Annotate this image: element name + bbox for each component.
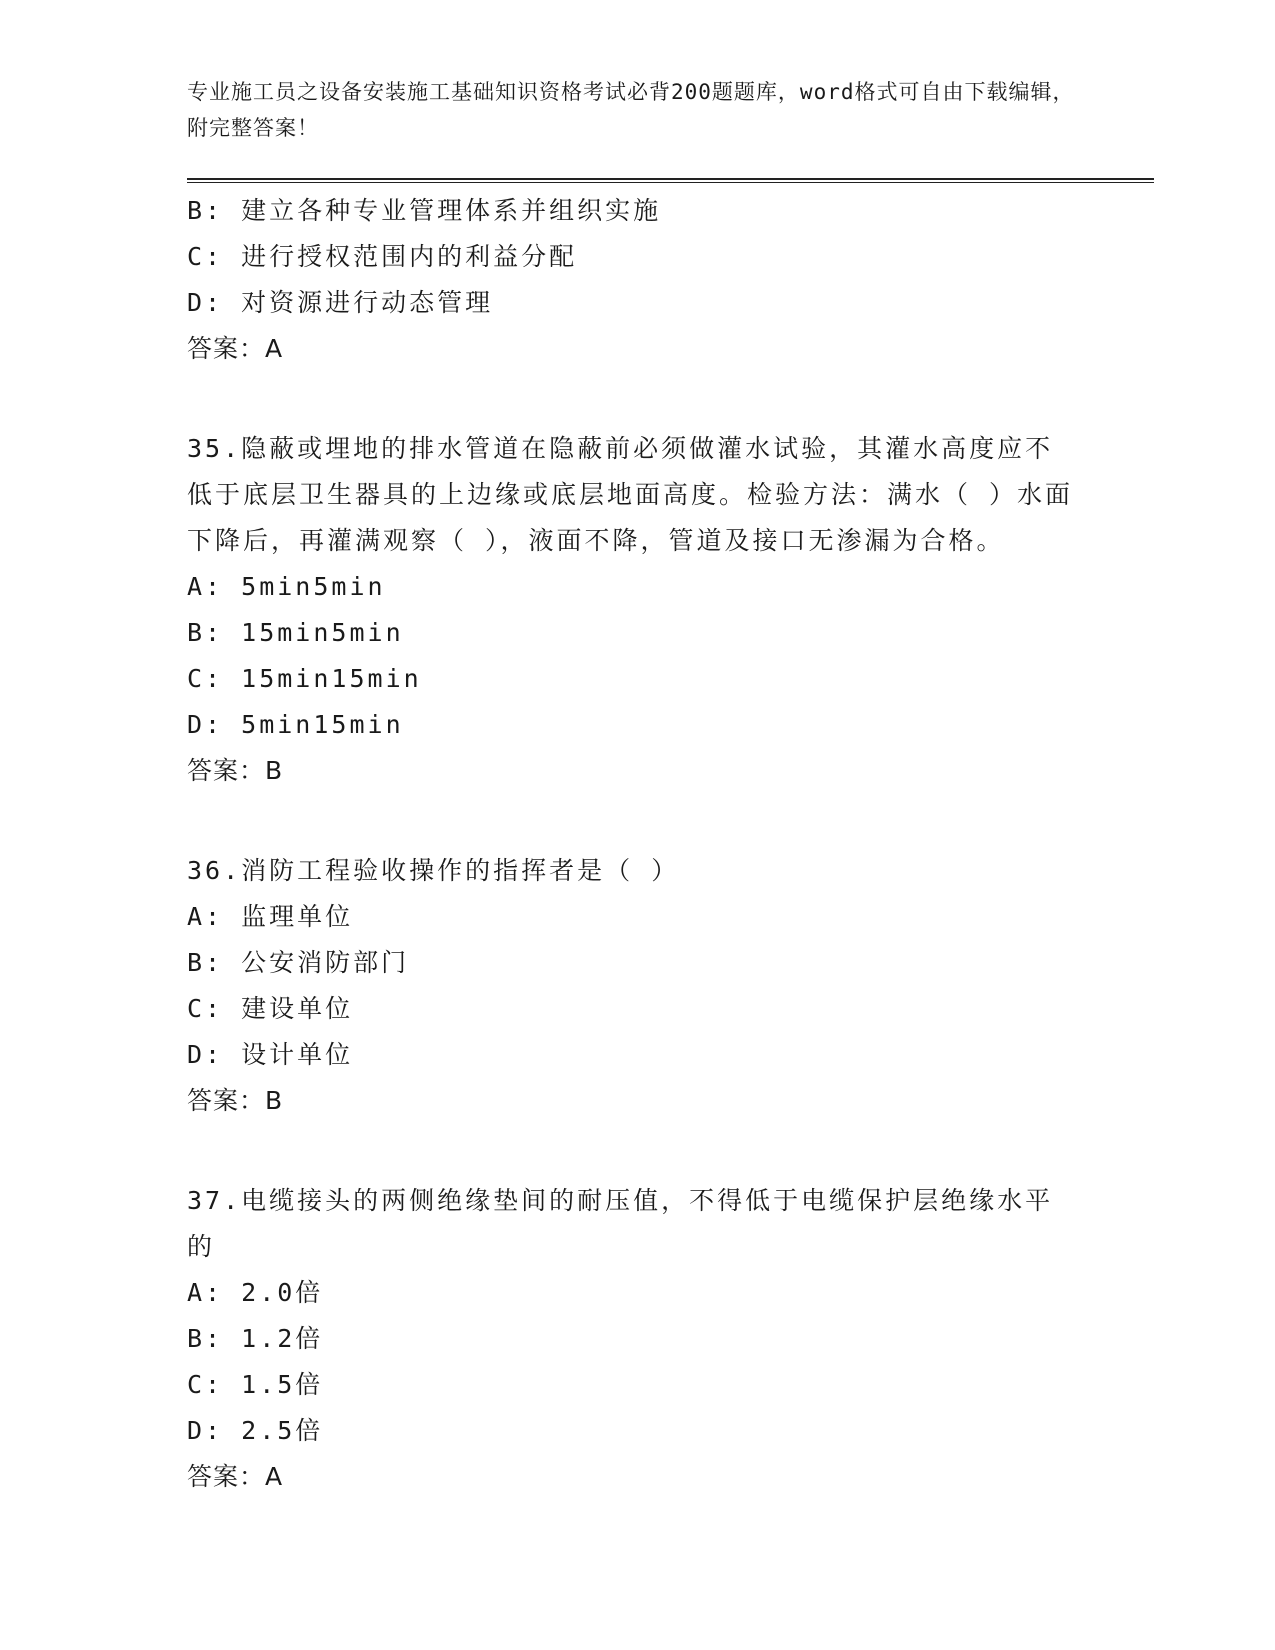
option-b: B: 15min5min [187,618,404,647]
option-b: B: 1.2倍 [187,1324,324,1353]
header-divider [187,178,1154,180]
option-a: A: 2.0倍 [187,1278,324,1307]
option-c: C: 进行授权范围内的利益分配 [187,242,578,271]
option-d: D: 对资源进行动态管理 [187,288,494,317]
option-b: B: 公安消防部门 [187,948,410,977]
question-stem: 35.隐蔽或埋地的排水管道在隐蔽前必须做灌水试验，其灌水高度应不低于底层卫生器具的上边缘或底层地面高度。检验方法：满水（ ）水面下降后，再灌满观察（ ），液面不降，管道及接口无渗漏为合格。 [187,434,1074,555]
option-c: C: 建设单位 [187,994,354,1023]
question-36 [187,848,1087,1124]
answer: 答案：B [187,1086,284,1115]
header-divider-thin [187,182,1154,183]
option-b: B: 建立各种专业管理体系并组织实施 [187,196,662,225]
question-stem: 36.消防工程验收操作的指挥者是（ ） [187,856,680,885]
option-d: D: 设计单位 [187,1040,354,1069]
answer: 答案：A [187,334,284,363]
answer: 答案：A [187,1462,284,1491]
question-content [187,188,1087,1500]
question-stem: 37.电缆接头的两侧绝缘垫间的耐压值，不得低于电缆保护层绝缘水平的 [187,1186,1054,1261]
option-d: D: 5min15min [187,710,404,739]
option-c: C: 1.5倍 [187,1370,324,1399]
document-header: 专业施工员之设备安装施工基础知识资格考试必背200题题库，word格式可自由下载编辑，附完整答案！ [187,80,1075,140]
question-35 [187,426,1087,794]
option-c: C: 15min15min [187,664,422,693]
question-37 [187,1178,1087,1500]
option-a: A: 监理单位 [187,902,354,931]
option-a: A: 5min5min [187,572,386,601]
question-fragment [187,188,1087,372]
answer: 答案：B [187,756,284,785]
option-d: D: 2.5倍 [187,1416,324,1445]
